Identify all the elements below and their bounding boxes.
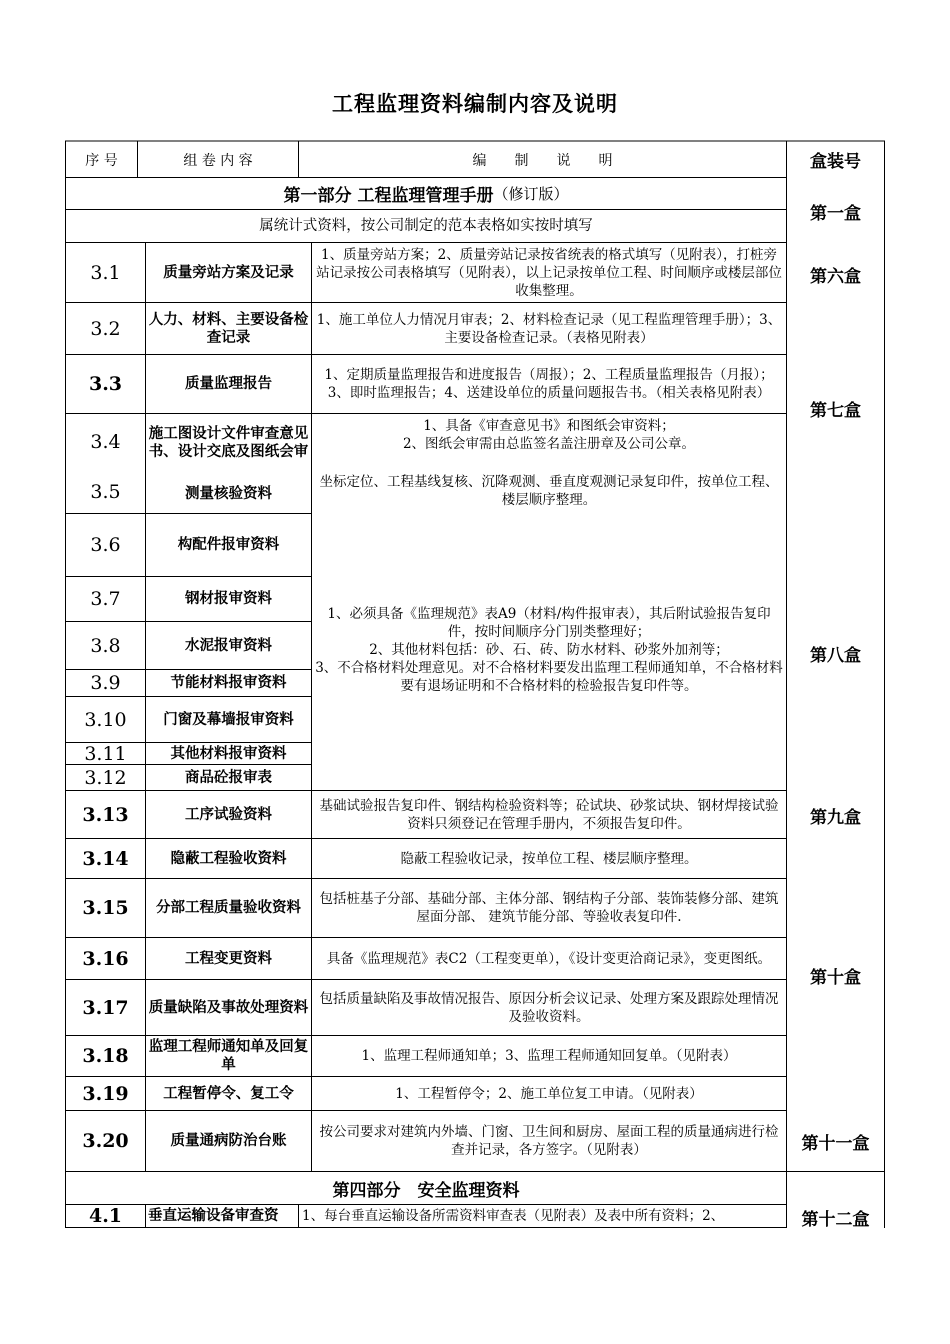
row-description: 包括桩基子分部、基础分部、主体分部、钢结构子分部、装饰装修分部、建筑屋面分部、 建筑节能分部、等验收表复印件. xyxy=(319,891,779,925)
row-number: 4.1 xyxy=(88,1205,123,1227)
header-seq: 序 号 xyxy=(85,152,118,169)
row-number: 3.5 xyxy=(90,481,121,503)
row-description: 1、工程暂停令；2、施工单位复工申请。（见附表） xyxy=(395,1085,703,1102)
box-label: 第六盒 xyxy=(810,266,861,287)
row-number: 3.10 xyxy=(84,708,127,731)
part-one-heading xyxy=(66,178,786,209)
row-name: 隐蔽工程验收资料 xyxy=(170,850,287,867)
row-number: 3.4 xyxy=(90,431,121,453)
row-number: 3.2 xyxy=(90,317,121,340)
row-description: 坐标定位、工程基线复核、沉降观测、垂直度观测记录复印件，按单位工程、楼层顺序整理。 xyxy=(319,474,779,508)
row-number: 3.15 xyxy=(82,897,129,919)
row-name: 构配件报审资料 xyxy=(177,537,280,553)
row-name: 其他材料报审资料 xyxy=(170,745,287,762)
row-name: 节能材料报审资料 xyxy=(170,675,287,691)
box-label: 第七盒 xyxy=(810,400,861,421)
row-name: 施工图设计文件审查意见书、设计交底及图纸会审 xyxy=(148,426,309,460)
row-name: 工程变更资料 xyxy=(185,950,272,967)
row-number: 3.1 xyxy=(90,261,121,284)
row-description: 隐蔽工程验收记录，按单位工程、楼层顺序整理。 xyxy=(400,850,698,867)
row-number: 3.9 xyxy=(90,672,121,694)
row-number: 3.17 xyxy=(82,996,129,1019)
row-description: 1、质量旁站方案；2、质量旁站记录按省统表的格式填写（见附表），打桩旁站记录按公司表格填写（见附表），以上记录按单位工程、时间顺序或楼层部位收集整理。 xyxy=(316,246,782,299)
box-label: 第九盒 xyxy=(810,807,861,828)
row-number: 3.7 xyxy=(90,588,121,610)
row-name: 钢材报审资料 xyxy=(185,591,272,607)
part-one-edition: （修订版） xyxy=(493,185,569,203)
row-name: 商品砼报审表 xyxy=(185,769,272,786)
row-description: 按公司要求对建筑内外墙、门窗、卫生间和厨房、屋面工程的质量通病进行检查并记录，各方签字。（见附表） xyxy=(319,1124,779,1158)
materials-description: 1、必须具备《监理规范》表A9（材料/构件报审表），其后附试验报告复印件，按时间顺序分门别类整理好； 2、其他材料包括：砂、石、砖、防水材料、砂浆外加剂等； 3、不合格材料处理意见。对不合格材料要发出监理工程师通知单，不合格材料要有退场证明和不合格材料的检验报告复印件等。 xyxy=(315,606,783,694)
row-name: 垂直运输设备审查资 xyxy=(148,1208,279,1224)
box-label: 第一盒 xyxy=(810,203,861,224)
row-description: 1、每台垂直运输设备所需资料审查表（见附表）及表中所有资料；2、 xyxy=(302,1208,725,1224)
header-description: 编 制 说 明 xyxy=(472,152,613,169)
document-title: 工程监理资料编制内容及说明 xyxy=(332,92,618,116)
row-name: 质量通病防治台账 xyxy=(170,1133,287,1149)
row-description: 包括质量缺陷及事故情况报告、原因分析会议记录、处理方案及跟踪处理情况及验收资料。 xyxy=(319,990,779,1025)
part-one-title: 第一部分 工程监理管理手册 xyxy=(283,186,494,206)
row-number: 3.14 xyxy=(82,847,129,870)
row-number: 3.16 xyxy=(82,947,129,970)
header-box-number: 盒装号 xyxy=(810,152,861,172)
row-number: 3.19 xyxy=(82,1082,129,1105)
row-name: 质量缺陷及事故处理资料 xyxy=(148,999,309,1016)
box-label: 第十二盒 xyxy=(801,1209,870,1230)
part-one-note: 属统计式资料，按公司制定的范本表格如实按时填写 xyxy=(259,218,593,234)
box-label: 第八盒 xyxy=(810,645,861,666)
row-number: 3.12 xyxy=(84,766,127,789)
row-name: 工序试验资料 xyxy=(185,806,272,823)
row-number: 3.3 xyxy=(88,373,123,395)
row-description: 基础试验报告复印件、钢结构检验资料等；砼试块、砂浆试块、钢材焊接试验资料只须登记在管理手册内，不须报告复印件。 xyxy=(319,797,779,832)
row-description: 1、施工单位人力情况月审表；2、材料检查记录（见工程监理管理手册）；3、主要设备检查记录。（表格见附表） xyxy=(316,311,782,346)
row-number: 3.11 xyxy=(84,742,127,765)
row-name: 人力、材料、主要设备检查记录 xyxy=(148,311,309,346)
row-name: 质量旁站方案及记录 xyxy=(163,264,294,281)
row-number: 3.18 xyxy=(82,1045,129,1067)
row-name: 门窗及幕墙报审资料 xyxy=(163,711,294,728)
row-number: 3.8 xyxy=(90,634,121,657)
row-name: 质量监理报告 xyxy=(185,376,272,392)
row-name: 工程暂停令、复工令 xyxy=(163,1085,294,1102)
row-number: 3.20 xyxy=(82,1130,129,1152)
row-description: 1、定期质量监理报告和进度报告（周报）；2、工程质量监理报告（月报）；3、即时监理报告；4、送建设单位的质量问题报告书。（相关表格见附表） xyxy=(324,367,774,401)
row-name: 分部工程质量验收资料 xyxy=(156,900,301,916)
row-description: 具备《监理规范》表C2（工程变更单），《设计变更洽商记录》，变更图纸。 xyxy=(326,950,772,967)
header-content: 组 卷 内 容 xyxy=(183,152,253,169)
row-description: 1、具备《审查意见书》和图纸会审资料； 2、图纸会审需由总监签名盖注册章及公司公章。 xyxy=(402,418,696,452)
part-four-heading: 第四部分 安全监理资料 xyxy=(332,1180,520,1201)
row-name: 测量核验资料 xyxy=(185,486,272,502)
row-number: 3.6 xyxy=(90,534,121,556)
row-number: 3.13 xyxy=(82,803,129,826)
row-description: 1、监理工程师通知单；3、监理工程师通知回复单。（见附表） xyxy=(361,1048,737,1064)
row-name: 监理工程师通知单及回复单 xyxy=(148,1039,309,1073)
box-label: 第十盒 xyxy=(810,967,861,988)
box-label: 第十一盒 xyxy=(801,1133,870,1154)
row-name: 水泥报审资料 xyxy=(185,637,272,654)
